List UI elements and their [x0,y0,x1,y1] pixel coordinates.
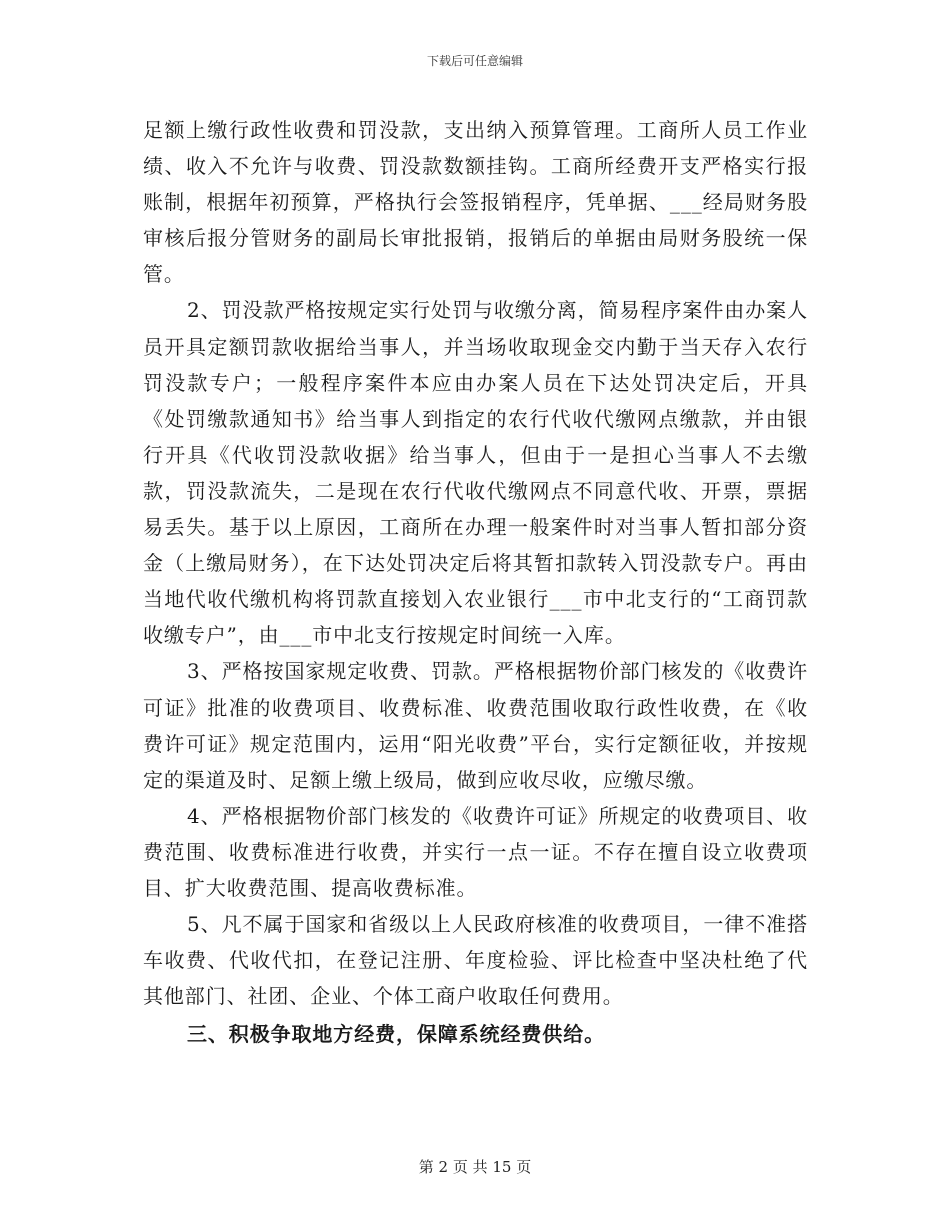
page-header-note: 下载后可任意编辑 [426,54,523,68]
paragraph-item-3: 3、严格按国家规定收费、罚款。严格根据物价部门核发的《收费许可证》批准的收费项目、收费标准、收费范围收取行政性收费，在《收费许可证》规定范围内，运用“阳光收费”平台，实行定额征收，并按规定的渠道及时、足额上缴上级局，做到应收尽收，应缴尽缴。 [143,659,808,792]
paragraph-item-2: 2、罚没款严格按规定实行处罚与收缴分离，简易程序案件由办案人员开具定额罚款收据给当事人，并当场收取现金交内勤于当天存入农行罚没款专户；一般程序案件本应由办案人员在下达处罚决定后，开具《处罚缴款通知书》给当事人到指定的农行代收代缴网点缴款，并由银行开具《代收罚没款收据》给当事人，但由于一是担心当事人不去缴款，罚没款流失，二是现在农行代收代缴网点不同意代收、开票，票据易丢失。基于以上原因，工商所在办理一般案件时对当事人暂扣部分资金（上缴局财务），在下达处罚决定后将其暂扣款转入罚没款专户。再由当地代收代缴机构将罚款直接划入农业银行___市中北支行的“工商罚款收缴专户”，由___市中北支行按规定时间统一入库。 [143,298,808,648]
paragraph-item-4: 4、严格根据物价部门核发的《收费许可证》所规定的收费项目、收费范围、收费标准进行收费，并实行一点一证。不存在擅自设立收费项目、扩大收费范围、提高收费标准。 [143,803,808,900]
document-body [143,112,808,1052]
paragraph-item-5: 5、凡不属于国家和省级以上人民政府核准的收费项目，一律不准搭车收费、代收代扣，在登记注册、年度检验、评比检查中坚决杜绝了代其他部门、社团、企业、个体工商户收取任何费用。 [143,912,808,1009]
page-footer-indicator: 第 2 页 共 15 页 [418,1158,532,1176]
section-heading: 三、积极争取地方经费，保障系统经费供给。 [187,1022,605,1047]
paragraph-continuation: 足额上缴行政性收费和罚没款，支出纳入预算管理。工商所人员工作业绩、收入不允许与收费、罚没款数额挂钩。工商所经费开支严格实行报账制，根据年初预算，严格执行会签报销程序，凭单据、___经局财务股审核后报分管财务的副局长审批报销，报销后的单据由局财务股统一保管。 [143,118,808,287]
